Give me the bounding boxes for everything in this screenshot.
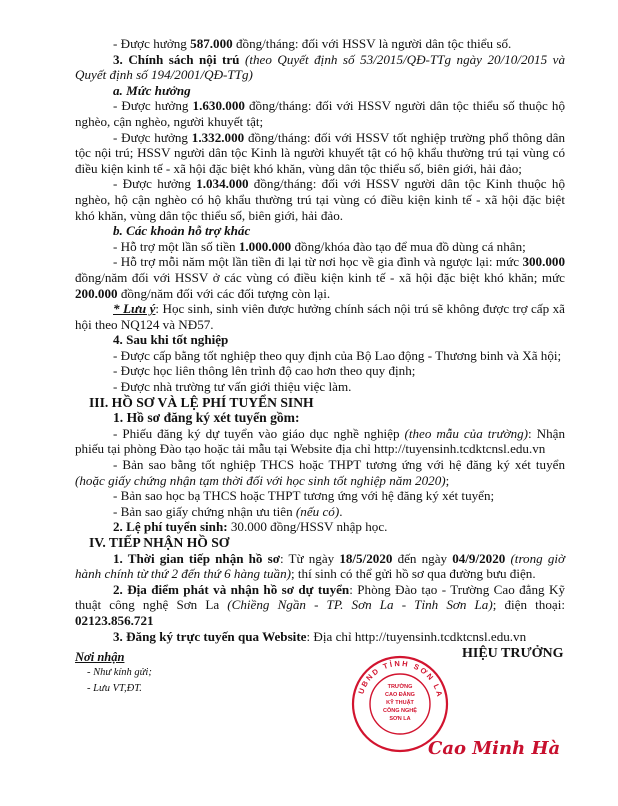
line-support-once: - Hỗ trợ một lần số tiền 1.000.000 đồng/khóa đào tạo để mua đồ dùng cá nhân; — [113, 238, 526, 254]
recipients-block — [75, 650, 152, 697]
line-doc-priority: - Bản sao giấy chứng nhận ưu tiên (nếu có). — [113, 503, 343, 519]
line-ethnic-allowance: - Được hưởng 587.000 đồng/tháng: đối với HSSV là người dân tộc thiểu số. — [113, 36, 512, 51]
line-receive-time: 1. Thời gian tiếp nhận hồ sơ: Từ ngày 18/5/2020 đến ngày 04/9/2020 (trong giờ hành chính từ thứ 2 đến thứ 6 hàng tuần); thí sinh có thể gửi hồ sơ qua đường bưu điện. — [75, 550, 565, 582]
line-benefit-1630: - Được hưởng 1.630.000 đồng/tháng: đối với HSSV người dân tộc thiểu số thuộc hộ nghèo, cận nghèo, người khuyết tật; — [75, 98, 565, 129]
document-body — [75, 36, 565, 644]
svg-text:SƠN LA: SƠN LA — [389, 716, 411, 722]
svg-text:UBND TỈNH SƠN LA: UBND TỈNH SƠN LA — [356, 658, 445, 700]
line-support-travel: - Hỗ trợ mỗi năm một lần tiền đi lại từ nơi học về gia đình và ngược lại: mức 300.000 đồng/năm đối với HSSV ở các vùng có điều kiện kinh tế - xã hội đặc biệt khó khăn; mức 200.000 đồng/năm đối với các đối tượng còn lại. — [75, 254, 565, 301]
svg-text:CÔNG NGHỆ: CÔNG NGHỆ — [383, 708, 417, 714]
recipients-title: Nơi nhận — [75, 650, 125, 664]
line-graduation-1: - Được cấp bằng tốt nghiệp theo quy định của Bộ Lao động - Thương binh và Xã hội; — [113, 347, 562, 363]
line-receive-place: 2. Địa điểm phát và nhận hồ sơ dự tuyển: Phòng Đào tạo - Trường Cao đẳng Kỹ thuật công nghệ Sơn La (Chiềng Ngần - TP. Sơn La - Tỉnh Sơn La); điện thoại: 02123.856.721 — [75, 581, 565, 628]
line-graduation-2: - Được học liên thông lên trình độ cao hơn theo quy định; — [113, 363, 416, 379]
subheading-other-support: b. Các khoản hỗ trợ khác — [113, 223, 251, 239]
svg-text:TRƯỜNG: TRƯỜNG — [387, 684, 413, 690]
signer-title: HIỆU TRƯỞNG — [462, 646, 564, 661]
section-boarding-policy: 3. Chính sách nội trú (theo Quyết định số 53/2015/QĐ-TTg ngày 20/10/2015 và Quyết định số 194/2001/QĐ-TTg) — [75, 51, 565, 83]
line-doc-diploma: - Bản sao bằng tốt nghiệp THCS hoặc THPT tương ứng với hệ đăng ký xét tuyển (hoặc giấy chứng nhận tạm thời đối với học sinh tốt nghiệp năm 2020); — [75, 457, 565, 488]
heading-section-iii: III. HỒ SƠ VÀ LỆ PHÍ TUYỂN SINH — [89, 394, 314, 410]
heading-section-iv: IV. TIẾP NHẬN HỒ SƠ — [89, 535, 230, 550]
line-doc-form: - Phiếu đăng ký dự tuyển vào giáo dục nghề nghiệp (theo mẫu của trường): Nhận phiếu tại phòng Đào tạo hoặc tải mẫu tại Website địa chỉ http://tuyensinh.tcdktcnsl.edu.vn — [75, 425, 565, 457]
svg-text:CAO ĐẲNG: CAO ĐẲNG — [385, 692, 415, 698]
signer-signature: Cao Minh Hà — [428, 738, 561, 759]
recipient-item: - Lưu VT,ĐT. — [87, 683, 142, 694]
line-benefit-1034: - Được hưởng 1.034.000 đồng/tháng: đối với HSSV người dân tộc Kinh thuộc hộ nghèo, hộ cận nghèo có hộ khẩu thường trú tại vùng có điều kiện kinh tế - xã hội đặc biệt khó khăn, vùng dân tộc thiểu số, biên giới, hải đảo. — [75, 176, 565, 223]
signature-block — [350, 646, 565, 786]
section-after-graduation: 4. Sau khi tốt nghiệp — [113, 332, 229, 348]
line-doc-transcript: - Bản sao học bạ THCS hoặc THPT tương ứng với hệ đăng ký xét tuyển; — [113, 488, 495, 504]
line-graduation-3: - Được nhà trường tư vấn giới thiệu việc làm. — [113, 379, 352, 395]
document-footer — [75, 646, 565, 790]
line-note: * Lưu ý: Học sinh, sinh viên được hưởng chính sách nội trú sẽ không được trợ cấp xã hội theo NQ124 và NĐ57. — [75, 301, 565, 332]
subheading-application-docs: 1. Hồ sơ đăng ký xét tuyển gồm: — [113, 410, 300, 426]
line-benefit-1332: - Được hưởng 1.332.000 đồng/tháng: đối với HSSV tốt nghiệp trường phổ thông dân tộc nội trú; HSSV người dân tộc Kinh là người khuyết tật có hộ khẩu thường trú tại vùng có điều kiện kinh tế - xã hội đặc biệt khó khăn, vùng dân tộc thiểu số, biên giới, hải đảo; — [75, 129, 565, 176]
line-admission-fee: 2. Lệ phí tuyển sinh: 30.000 đồng/HSSV nhập học. — [113, 519, 388, 535]
recipient-item: - Như kính gửi; — [87, 667, 152, 678]
line-online-registration: 3. Đăng ký trực tuyến qua Website: Địa chỉ http://tuyensinh.tcdktcnsl.edu.vn — [113, 628, 527, 644]
svg-text:KỸ THUẬT: KỸ THUẬT — [386, 700, 414, 706]
subheading-benefit-level: a. Mức hưởng — [113, 82, 191, 98]
